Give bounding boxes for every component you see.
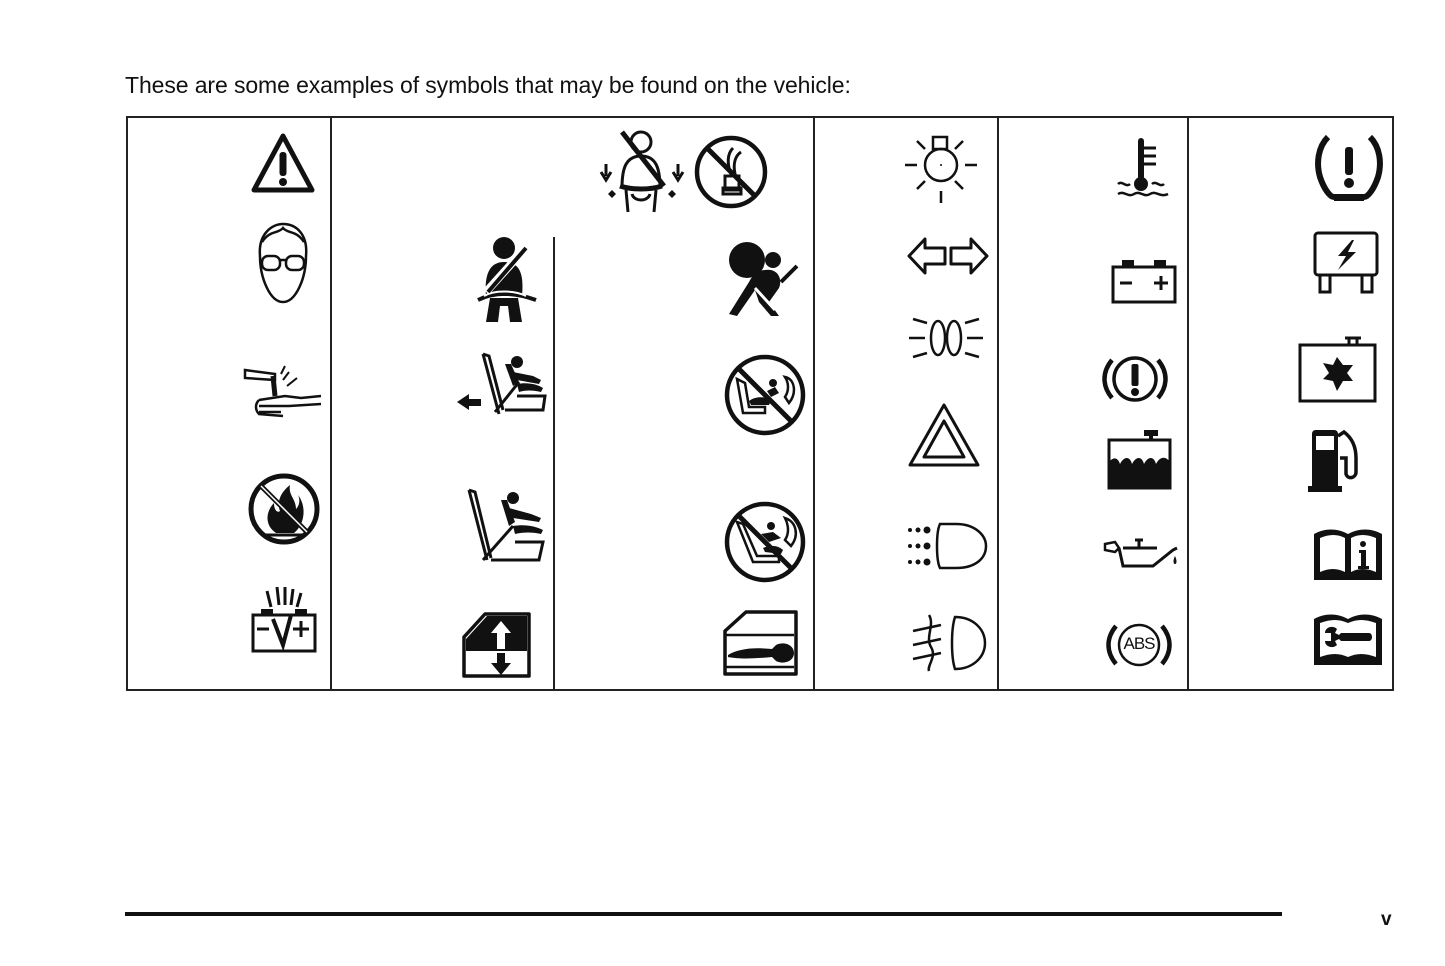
daytime-running-lamps-icon [906,520,988,572]
seatbelt-icon [464,234,542,324]
service-manual-icon [1311,611,1385,667]
column-divider [330,117,332,691]
fuel-pump-icon [1306,428,1362,494]
child-seat-belt-icon [465,486,549,566]
hazard-triangle-icon [906,401,982,469]
belt-latch-icon [598,128,688,216]
battery-spark-icon [249,585,319,655]
coolant-temp-icon [1114,136,1172,204]
oil-can-icon [1101,536,1181,572]
warning-triangle-icon [250,132,316,194]
abs-icon-text: ABS [1123,634,1155,653]
footer-rule [125,912,1282,916]
tire-pressure-icon [1314,133,1384,203]
child-seat-rearward-icon [455,352,549,422]
battery-icon [1110,257,1178,305]
parking-lamps-icon [907,313,985,363]
goggles-face-icon [252,220,314,306]
owners-manual-icon [1311,526,1385,582]
intro-text: These are some examples of symbols that may be found on the vehicle: [125,72,851,98]
column-divider [1187,117,1189,691]
fog-lamps-icon [911,613,987,673]
coolant-reservoir-icon [1106,428,1174,490]
airbag-icon [725,238,801,318]
power-window-icon [461,611,533,679]
column-divider [997,117,999,691]
no-forward-facing-child-seat-icon [723,500,807,584]
coolant-fan-icon [1297,335,1379,405]
acid-hand-icon [241,362,325,418]
no-flame-icon [246,471,322,547]
column-divider [553,237,555,691]
no-twist-belt-icon [693,134,769,210]
door-lock-icon [722,609,800,677]
page-number: v [1381,909,1392,930]
fuse-box-icon [1312,230,1380,296]
brake-warning-icon [1102,352,1168,406]
master-lighting-icon [903,133,979,207]
abs-icon [1106,618,1172,672]
turn-signal-arrows-icon [907,236,989,276]
no-rear-facing-child-seat-icon [723,353,807,437]
column-divider [813,117,815,691]
